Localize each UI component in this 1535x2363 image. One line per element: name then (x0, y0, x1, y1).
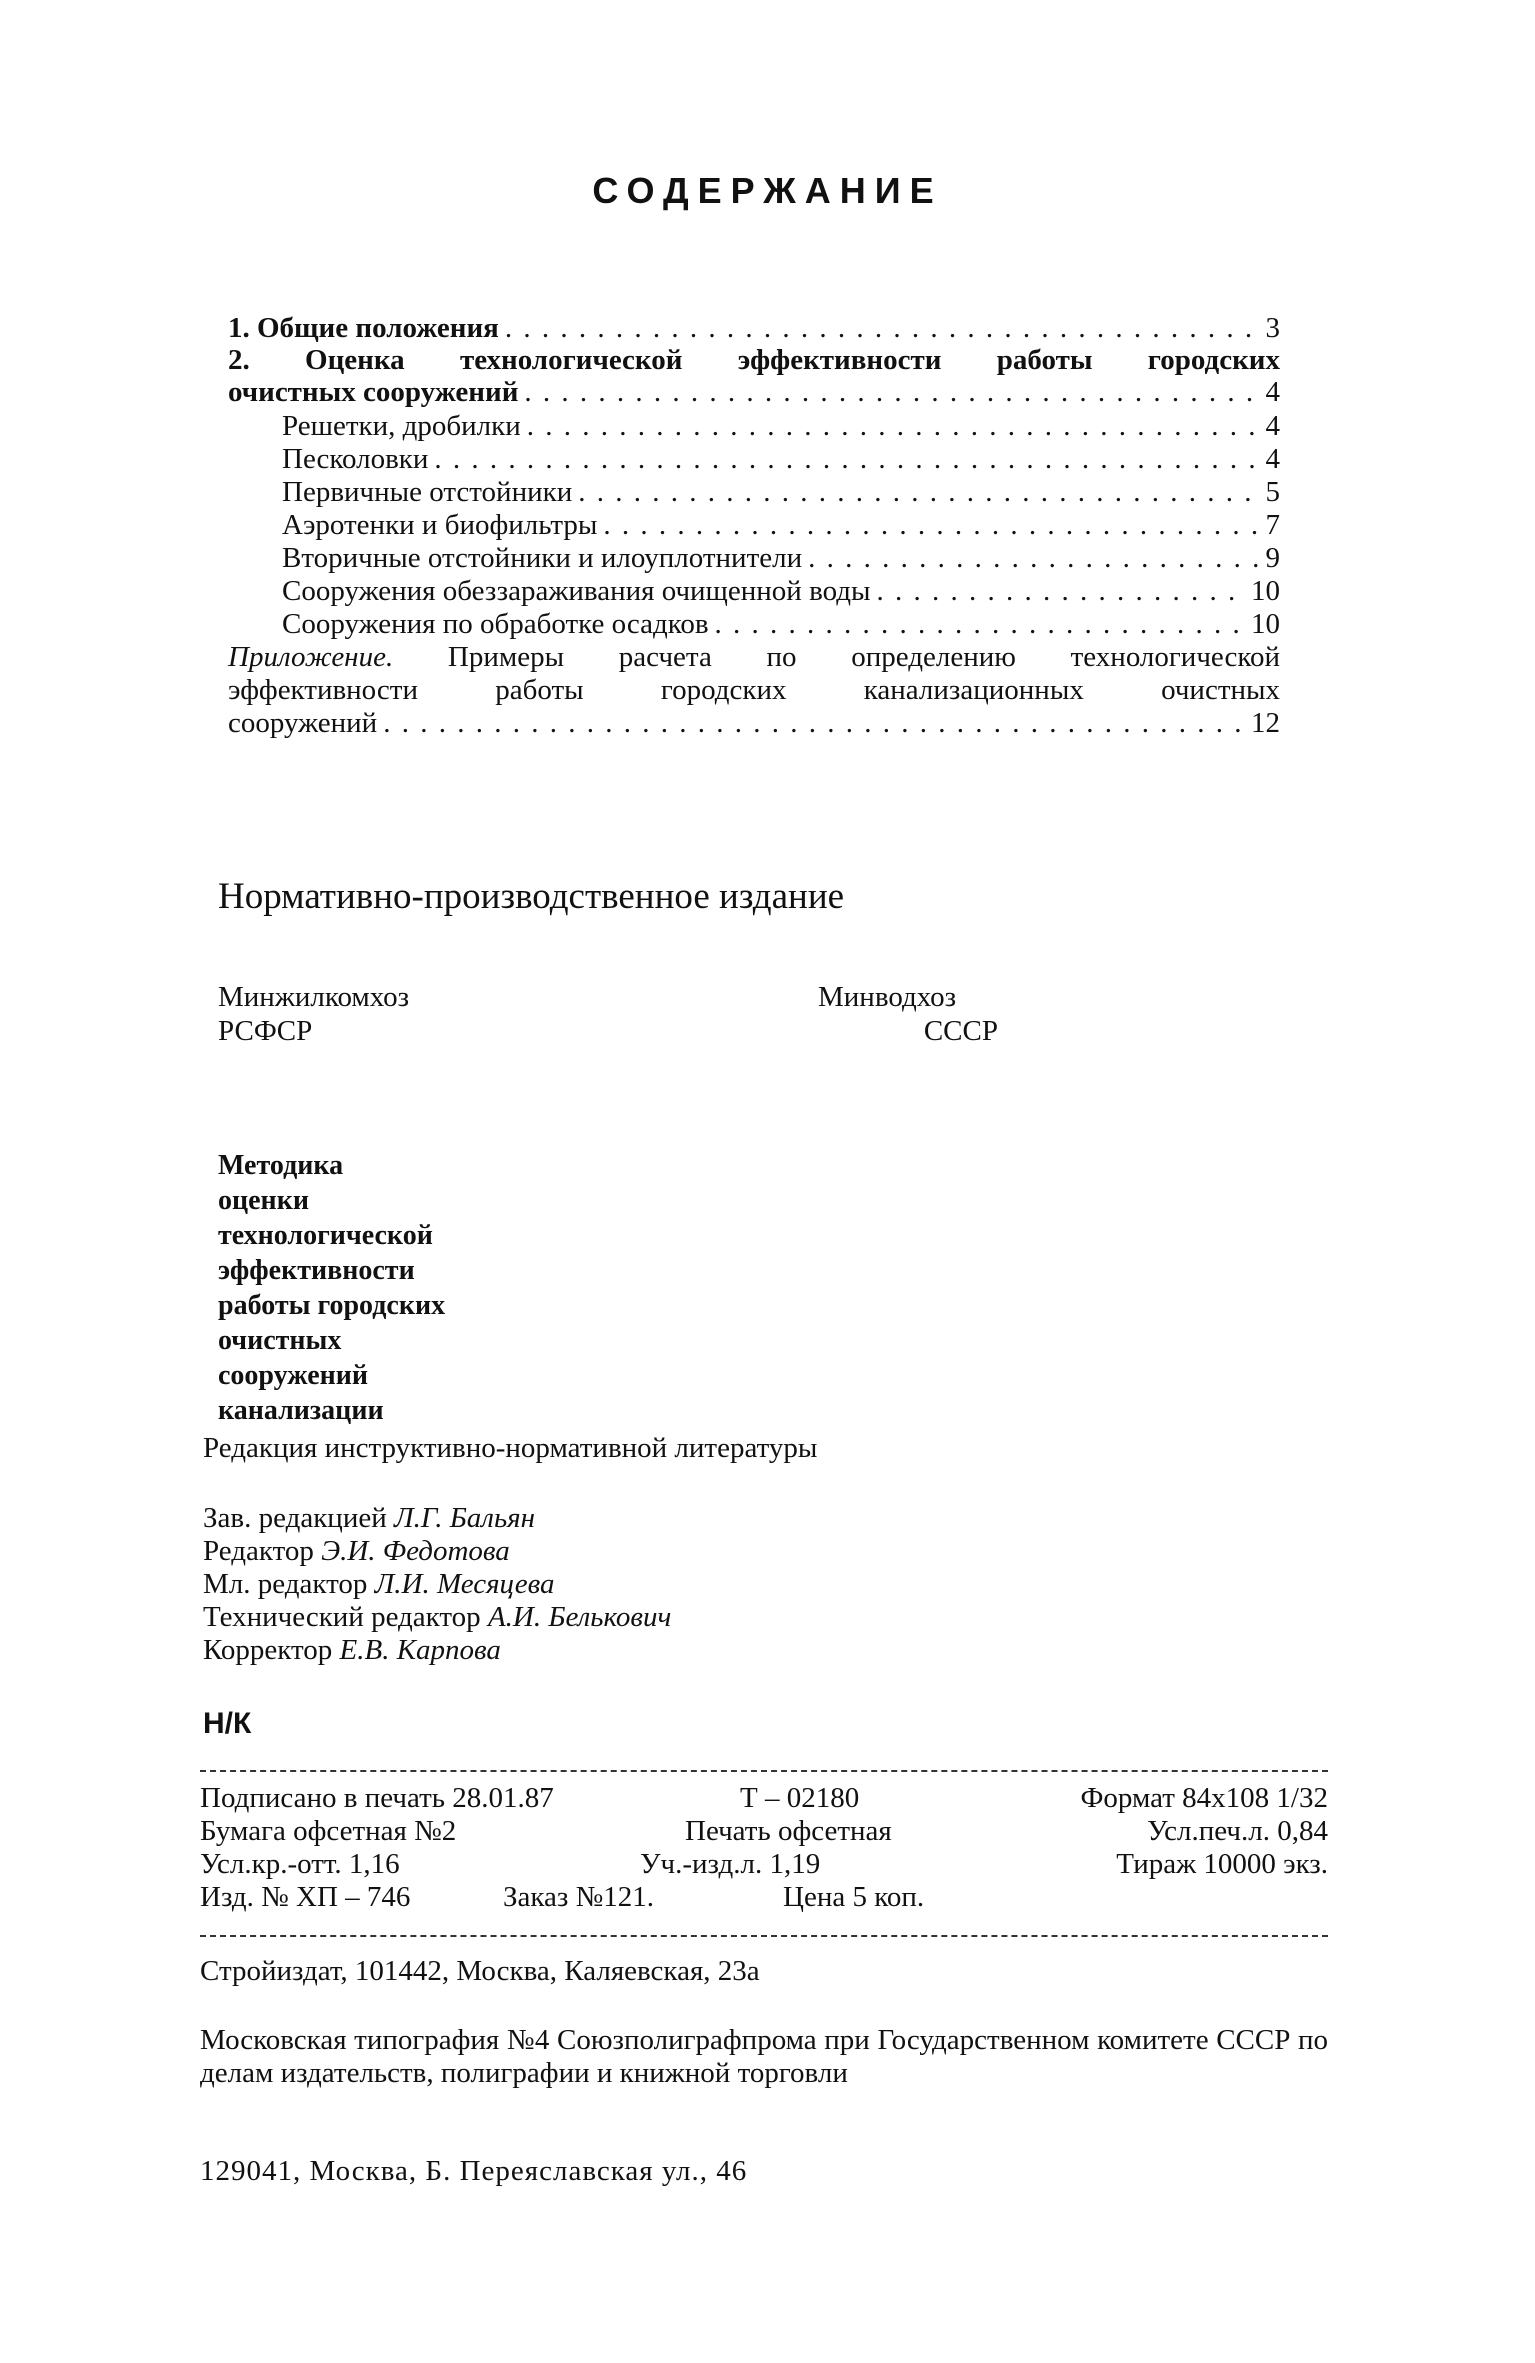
toc-appendix-entry (228, 707, 1280, 739)
imprint-cell: Усл.печ.л. 0,84 (1147, 1815, 1328, 1847)
imprint-cell: Бумага офсетная №2 (200, 1815, 457, 1847)
toc-entry-assessment-line1: 2. Оценка технологической эффективности работы городских (228, 344, 1280, 376)
organization-right (818, 980, 998, 1048)
staff-row (203, 1535, 671, 1568)
organization-left (218, 980, 409, 1048)
toc-leader (383, 707, 1245, 739)
toc-leader (715, 608, 1245, 640)
toc-subentry-text: Песколовки (282, 443, 429, 475)
publisher-line: Стройиздат, 101442, Москва, Каляевская, 23а (200, 1955, 760, 1987)
staff-row (203, 1601, 671, 1634)
org-right-line: СССР (923, 1015, 998, 1047)
imprint-cell: Т – 02180 (740, 1782, 860, 1814)
staff-row (203, 1634, 671, 1667)
book-title-line: очистных (218, 1325, 342, 1356)
toc-subentry (282, 608, 1280, 640)
toc-subentry (282, 410, 1280, 442)
toc-entry-text: 1. Общие положения (228, 312, 499, 344)
toc-page-number: 9 (1265, 542, 1280, 574)
imprint-block (200, 1782, 1328, 1914)
staff-role: Зав. редакцией (203, 1502, 387, 1534)
imprint-cell: Уч.-изд.л. 1,19 (640, 1848, 821, 1880)
toc-leader (603, 509, 1259, 541)
toc-appendix-line2: эффективности работы городских канализационных очистных (228, 674, 1280, 706)
staff-role: Технический редактор (203, 1601, 481, 1633)
toc-page-number: 12 (1251, 707, 1280, 739)
staff-name: Л.И. Месяцева (374, 1568, 555, 1600)
toc-title: СОДЕРЖАНИЕ (592, 170, 943, 211)
imprint-cell: Тираж 10000 экз. (1116, 1848, 1328, 1880)
dashed-divider (200, 1935, 1328, 1937)
imprint-cell: Печать офсетная (685, 1815, 892, 1847)
staff-row (203, 1502, 671, 1535)
book-title-line: Методика (218, 1150, 344, 1181)
toc-subentry-text: Сооружения по обработке осадков (282, 608, 709, 640)
printer-info: Московская типография №4 Союзполиграфпрома при Государственном комитете СССР по делам издательств, полиграфии и книжной торговли (200, 2024, 1328, 2089)
staff-name: А.И. Белькович (487, 1601, 672, 1633)
imprint-cell: Цена 5 коп. (783, 1881, 925, 1913)
toc-leader (434, 443, 1259, 475)
staff-role: Корректор (203, 1634, 333, 1666)
book-title-line: сооружений (218, 1360, 369, 1391)
toc-page-number: 10 (1251, 608, 1280, 640)
toc-subentry (282, 575, 1280, 607)
imprint-cell: Подписано в печать 28.01.87 (200, 1782, 554, 1814)
toc-page-number: 7 (1265, 509, 1280, 541)
printer-address: 129041, Москва, Б. Переяславская ул., 46 (200, 2155, 748, 2187)
book-title-line: технологической (218, 1220, 433, 1251)
toc-page-number: 5 (1265, 476, 1280, 508)
toc-page-number: 4 (1265, 443, 1280, 475)
staff-role: Мл. редактор (203, 1568, 368, 1600)
staff-row (203, 1568, 671, 1601)
org-left-line: РСФСР (218, 1015, 313, 1047)
imprint-cell: Изд. № ХП – 746 (200, 1881, 411, 1913)
org-left-line: Минжилкомхоз (218, 981, 410, 1013)
imprint-row (200, 1815, 1328, 1848)
org-right-line: Минводхоз (818, 981, 957, 1013)
hk-mark: Н/К (203, 1707, 252, 1740)
toc-leader (876, 575, 1245, 607)
book-title-line: эффективности (218, 1255, 415, 1286)
imprint-row (200, 1848, 1328, 1881)
toc-subentry-text: Сооружения обеззараживания очищенной воды (282, 575, 871, 607)
toc-subentry-text: Первичные отстойники (282, 476, 573, 508)
toc-leader (527, 410, 1260, 442)
toc-entry-assessment (228, 376, 1280, 408)
toc-entry-text: очистных сооружений (228, 376, 519, 408)
toc-subentry-text: Вторичные отстойники и илоуплотнители (282, 542, 803, 574)
toc-page-number: 4 (1265, 410, 1280, 442)
toc-subentry (282, 509, 1280, 541)
toc-leader (808, 542, 1259, 574)
book-title-line: работы городских (218, 1290, 446, 1321)
toc-entry-text: сооружений (228, 707, 378, 739)
toc-subentry (282, 443, 1280, 475)
toc-appendix-line1 (228, 641, 1280, 673)
imprint-cell: Усл.кр.-отт. 1,16 (200, 1848, 400, 1880)
book-title-line: канализации (218, 1395, 384, 1426)
staff-name: Е.В. Карпова (339, 1634, 501, 1666)
toc-subentry-text: Аэротенки и биофильтры (282, 509, 598, 541)
toc-page-number: 3 (1265, 312, 1280, 344)
imprint-cell: Заказ №121. (503, 1881, 655, 1913)
imprint-row (200, 1881, 1328, 1914)
toc-subentry (282, 476, 1280, 508)
toc-leader (505, 312, 1260, 344)
toc-subentry (282, 542, 1280, 574)
toc-leader (578, 476, 1259, 508)
imprint-cell: Формат 84х108 1/32 (1080, 1782, 1328, 1814)
imprint-row (200, 1782, 1328, 1815)
staff-name: Л.Г. Бальян (393, 1502, 536, 1534)
toc-subentry-text: Решетки, дробилки (282, 410, 521, 442)
editorial-office: Редакция инструктивно-нормативной литературы (203, 1432, 818, 1464)
staff-role: Редактор (203, 1535, 314, 1567)
toc-page-number: 10 (1251, 575, 1280, 607)
dashed-divider (200, 1770, 1328, 1772)
staff-name: Э.И. Федотова (321, 1535, 510, 1567)
toc-page-number: 4 (1265, 376, 1280, 408)
book-title (218, 1148, 445, 1428)
toc-entry-general (228, 312, 1280, 344)
toc-appendix-text: Примеры расчета по определению технологической (447, 641, 1281, 673)
toc-leader (524, 376, 1259, 408)
book-title-line: оценки (218, 1185, 309, 1216)
publication-type: Нормативно-производственное издание (218, 876, 845, 917)
toc-appendix-label: Приложение. (228, 641, 394, 673)
staff-list (203, 1502, 671, 1667)
